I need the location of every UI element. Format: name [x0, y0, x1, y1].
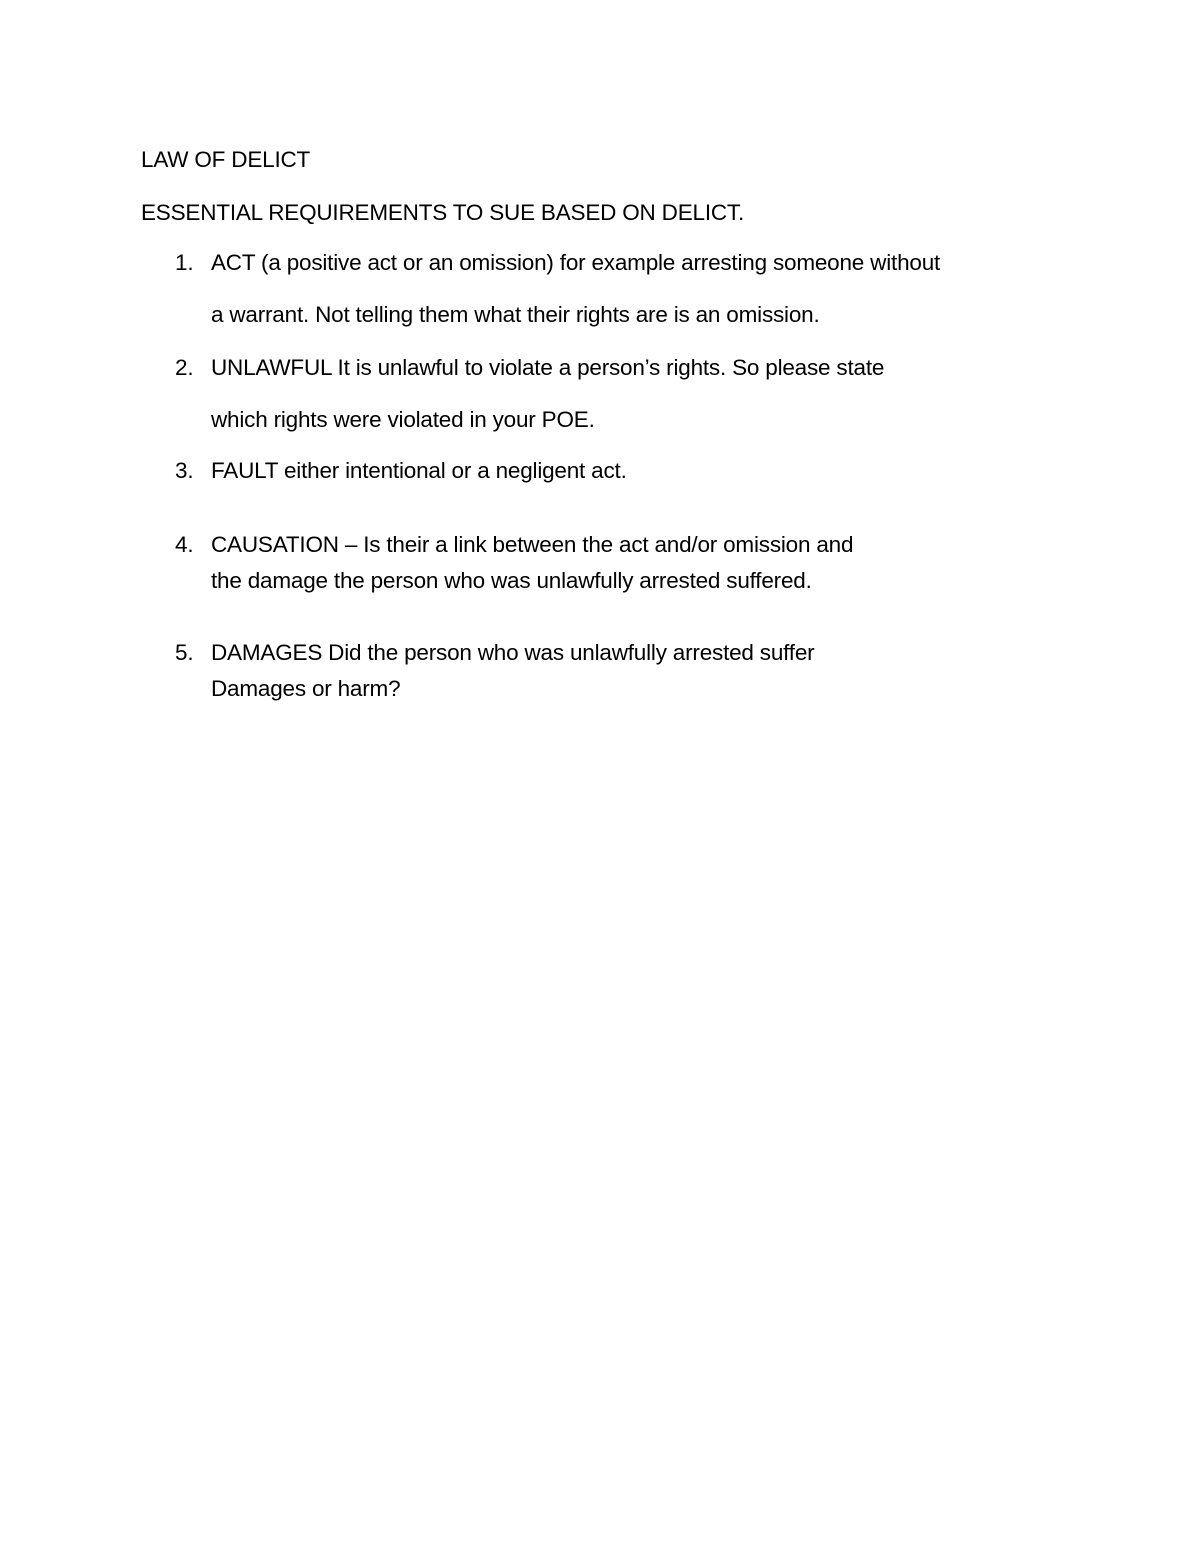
list-item-text: [211, 635, 814, 707]
list-item-number: 4.: [175, 532, 194, 557]
list-item-line: which rights were violated in your POE.: [211, 407, 595, 432]
document-title: LAW OF DELICT: [141, 147, 311, 172]
list-item-line: FAULT either intentional or a negligent act.: [211, 458, 627, 483]
list-item-line: ACT (a positive act or an omission) for example arresting someone without: [211, 250, 941, 275]
document-subtitle: ESSENTIAL REQUIREMENTS TO SUE BASED ON DELICT.: [141, 200, 745, 225]
list-item-line: a warrant. Not telling them what their rights are is an omission.: [211, 302, 820, 327]
list-item-text: [211, 342, 884, 446]
list-item-number: 3.: [175, 458, 194, 483]
list-item-line: DAMAGES Did the person who was unlawfully arrested suffer: [211, 640, 815, 665]
list-item-line: UNLAWFUL It is unlawful to violate a person’s rights. So please state: [211, 355, 885, 380]
list-item-number: 2.: [175, 355, 194, 380]
list-item-number: 1.: [175, 250, 194, 275]
list-item-text: [211, 456, 627, 486]
list-item-line: CAUSATION – Is their a link between the act and/or omission and: [211, 532, 854, 557]
list-item-line: Damages or harm?: [211, 676, 401, 701]
list-item-line: the damage the person who was unlawfully arrested suffered.: [211, 568, 812, 593]
list-item-text: [211, 527, 853, 599]
list-item-number: 5.: [175, 640, 194, 665]
list-item-text: [211, 237, 940, 341]
